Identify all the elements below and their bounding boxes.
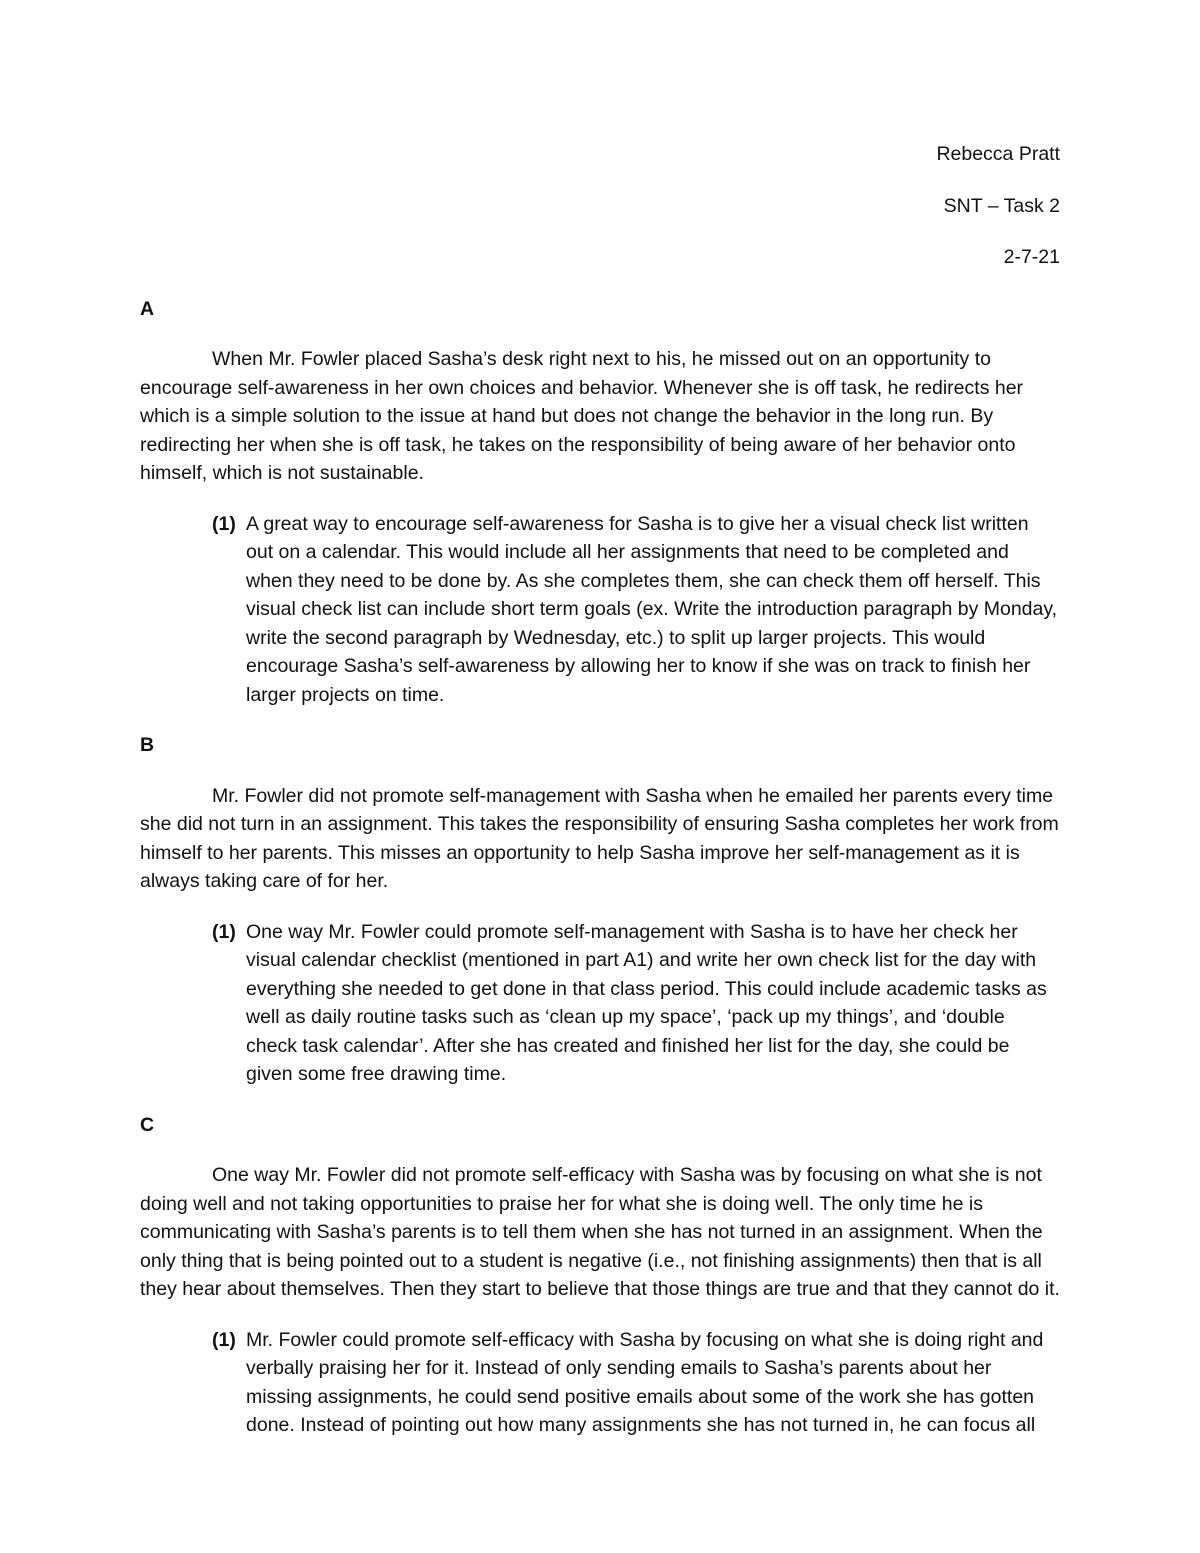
- section-heading-b: B: [140, 734, 155, 756]
- section-c-paragraph: One way Mr. Fowler did not promote self-efficacy with Sasha was by focusing on what she is not doing well and not taking opportunities to praise her for what she is doing well. The only time he is communicating with Sasha’s parents is to tell them when she has not turned in an assignment. When the only thing that is being pointed out to a student is negative (i.e., not finishing assignments) then that is all they hear about themselves. Then they start to believe that those things are true and that they cannot do it.: [140, 1164, 1060, 1300]
- section-b-list-item: [140, 918, 1060, 1089]
- section-heading-c: C: [140, 1113, 155, 1136]
- list-item-number: (1): [212, 920, 236, 943]
- list-item-text: Mr. Fowler could promote self-efficacy with Sasha by focusing on what she is doing right and verbally praising her for it. Instead of only sending emails to Sasha’s parents about her missing assignments, he could send positive emails about some of the work she has gotten done. Instead of pointing out how many assignments she has not turned in, he can focus all: [246, 1328, 1044, 1436]
- list-item-text: A great way to encourage self-awareness for Sasha is to give her a visual check list written out on a calendar. This would include all her assignments that need to be completed and when they need to be done by. As she completes them, she can check them off herself. This visual check list can include short term goals (ex. Write the introduction paragraph by Monday, write the second paragraph by Wednesday, etc.) to split up larger projects. This would encourage Sasha’s self-awareness by allowing her to know if she was on track to finish her larger projects on time.: [246, 512, 1058, 706]
- author-name: Rebecca Pratt: [936, 143, 1060, 165]
- section-heading-a: A: [140, 297, 155, 320]
- document-date: 2-7-21: [1003, 246, 1060, 268]
- course-task: SNT – Task 2: [943, 194, 1060, 217]
- section-a-paragraph: When Mr. Fowler placed Sasha’s desk right next to his, he missed out on an opportunity to encourage self-awareness in her own choices and behavior. Whenever she is off task, he redirects her which is a simple solution to the issue at hand but does not change the behavior in the long run. By redirecting her when she is off task, he takes on the responsibility of being aware of her behavior onto himself, which is not sustainable.: [140, 348, 1024, 484]
- list-item-number: (1): [212, 1328, 236, 1351]
- list-item-number: (1): [212, 512, 236, 535]
- list-item-text: One way Mr. Fowler could promote self-management with Sasha is to have her check her visual calendar checklist (mentioned in part A1) and write her own check list for the day with everything she needed to get done in that class period. This could include academic tasks as well as daily routine tasks such as ‘clean up my space’, ‘pack up my things’, and ‘double check task calendar’. After she has created and finished her list for the day, she could be given some free drawing time.: [246, 920, 1047, 1085]
- document-body: [140, 140, 1060, 1462]
- section-c-list-item: [140, 1326, 1060, 1440]
- section-b-paragraph: Mr. Fowler did not promote self-management with Sasha when he emailed her parents every time she did not turn in an assignment. This takes the responsibility of ensuring Sasha completes her work from himself to her parents. This misses an opportunity to help Sasha improve her self-management as it is always taking care of for her.: [140, 784, 1059, 892]
- section-a-list-item: [140, 510, 1060, 710]
